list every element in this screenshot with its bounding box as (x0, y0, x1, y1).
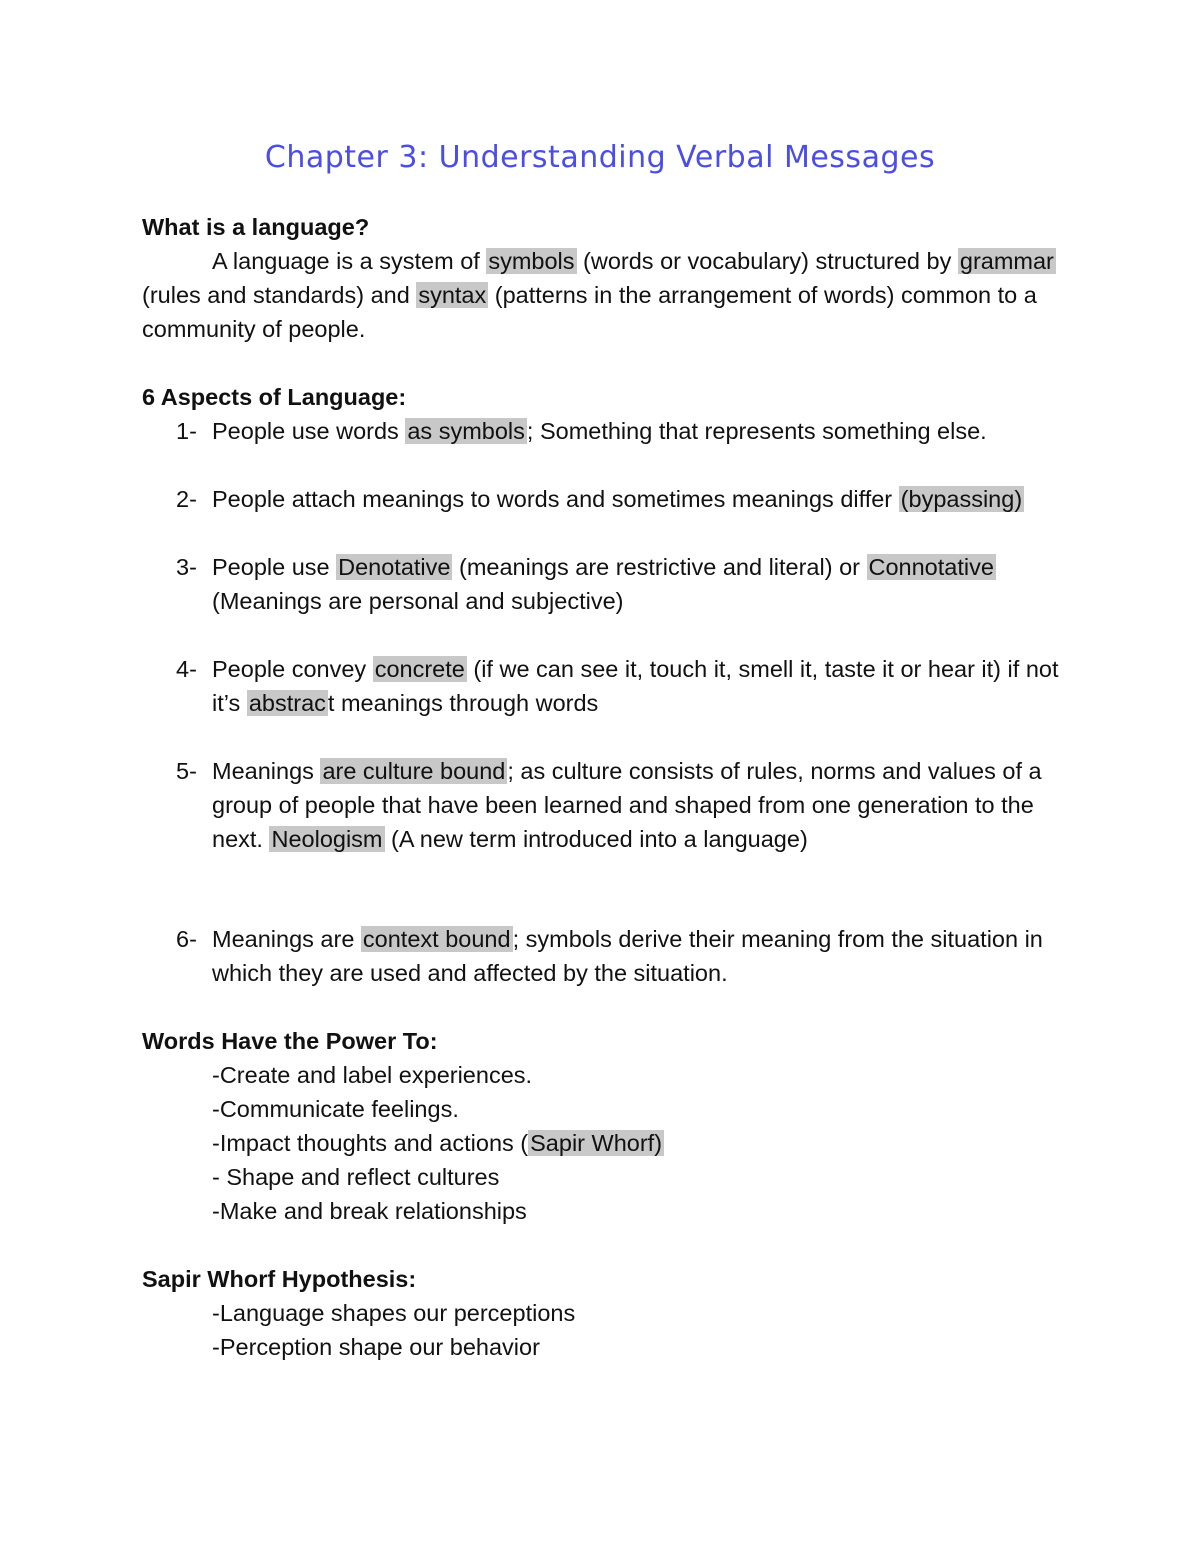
aspect-text: People use words (212, 418, 406, 444)
aspects-heading: 6 Aspects of Language: (142, 384, 407, 410)
highlight-syntax: syntax (418, 282, 487, 308)
sapir-list (142, 1296, 1082, 1364)
sapir-heading: Sapir Whorf Hypothesis: (142, 1266, 417, 1292)
aspect-text: People convey (212, 656, 373, 682)
list-item: -Language shapes our perceptions (212, 1300, 576, 1326)
aspect-item-3 (142, 550, 1082, 618)
aspect-text: People use (212, 554, 337, 580)
document-body (142, 210, 1082, 1364)
list-item: -Make and break relationships (212, 1198, 527, 1224)
aspect-text: (meanings are restrictive and literal) or (452, 554, 867, 580)
aspect-highlight: Neologism (271, 826, 383, 852)
aspect-text: Meanings (212, 758, 321, 784)
aspect-highlight: abstrac (248, 690, 326, 716)
highlight-sapir-whorf: Sapir Whorf) (530, 1130, 663, 1156)
aspect-text: t meanings through words (327, 690, 599, 716)
definition-text: (rules and standards) and (142, 282, 417, 308)
aspect-item-6 (142, 922, 1082, 990)
aspect-highlight: as symbols (407, 418, 525, 444)
aspect-text: People attach meanings to words and sometimes meanings differ (212, 486, 899, 512)
language-definition (142, 244, 1082, 346)
list-item-text: -Impact thoughts and actions ( (212, 1130, 529, 1156)
list-item (212, 1126, 1082, 1160)
highlight-grammar: grammar (959, 248, 1054, 274)
page-title: Chapter 3: Understanding Verbal Messages (264, 140, 936, 175)
aspect-highlight: (bypassing) (900, 486, 1023, 512)
definition-text: (words or vocabulary) structured by (576, 248, 958, 274)
power-list (142, 1058, 1082, 1228)
aspect-number: 4- (176, 656, 197, 682)
definition-text: (patterns in the arrangement of words) common to a community of people. (142, 282, 1037, 342)
aspect-text: (A new term introduced into a language) (384, 826, 808, 852)
aspect-text: (if we can see it, touch it, smell it, taste it or hear it) if not it’s (212, 656, 1059, 716)
aspect-text: ; as culture consists of rules, norms and values of a group of people that have been learned and shaped from one generation to the next. (212, 758, 1042, 852)
definition-text: A language is a system of (212, 248, 487, 274)
aspect-highlight: concrete (374, 656, 465, 682)
aspect-item-2 (142, 482, 1082, 516)
aspect-number: 2- (176, 486, 197, 512)
list-item: - Shape and reflect cultures (212, 1164, 500, 1190)
highlight-symbols: symbols (488, 248, 575, 274)
aspect-item-5 (142, 754, 1082, 856)
aspect-number: 6- (176, 926, 197, 952)
aspect-highlight: are culture bound (322, 758, 506, 784)
power-heading: Words Have the Power To: (142, 1028, 438, 1054)
list-item: -Communicate feelings. (212, 1096, 459, 1122)
aspect-text: Meanings are (212, 926, 361, 952)
aspect-text: ; symbols derive their meaning from the situation in which they are used and affected by the situation. (212, 926, 1043, 986)
aspects-list (142, 414, 1082, 990)
list-item: -Create and label experiences. (212, 1062, 533, 1088)
aspect-text: (Meanings are personal and subjective) (212, 588, 624, 614)
aspect-text: ; Something that represents something else. (526, 418, 987, 444)
aspect-number: 1- (176, 418, 197, 444)
list-item: -Perception shape our behavior (212, 1334, 540, 1360)
aspect-highlight: context bound (362, 926, 511, 952)
aspect-number: 3- (176, 554, 197, 580)
language-heading: What is a language? (142, 214, 370, 240)
aspect-highlight: Connotative (868, 554, 994, 580)
aspect-item-1 (142, 414, 1082, 448)
aspect-highlight: Denotative (338, 554, 451, 580)
aspect-number: 5- (176, 758, 197, 784)
aspect-item-4 (142, 652, 1082, 720)
